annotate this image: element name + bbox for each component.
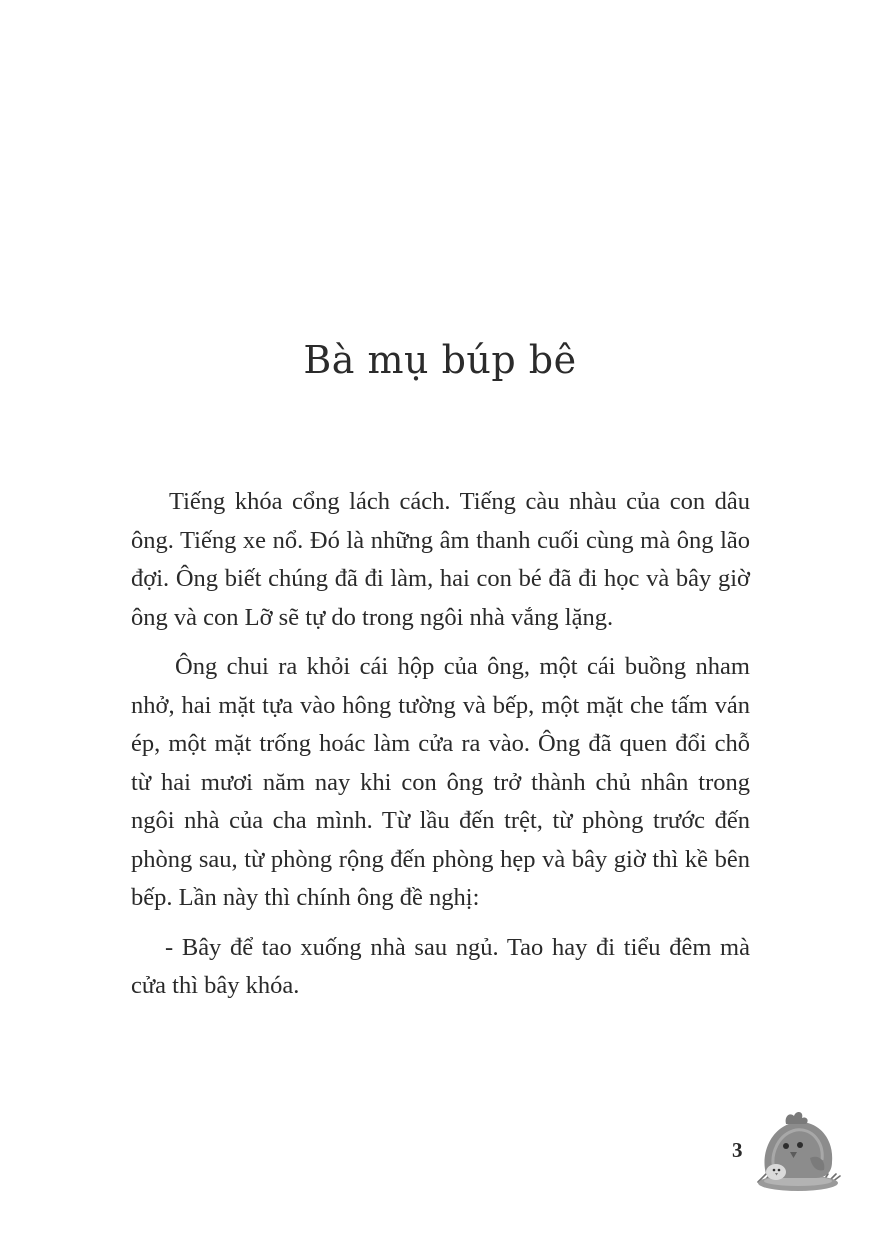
paragraph-1: Tiếng khóa cổng lách cách. Tiếng càu nhàu của con dâu ông. Tiếng xe nổ. Đó là những âm thanh cuối cùng mà ông lão đợi. Ông biết chúng đã đi làm, hai con bé đã đi học và bây giờ ông và con Lỡ sẽ tự do trong ngôi nhà vắng lặng. bbox=[131, 488, 750, 631]
paragraph-2: Ông chui ra khỏi cái hộp của ông, một cái buồng nham nhở, hai mặt tựa vào hông tường và bếp, một mặt che tấm ván ép, một mặt trống hoác làm cửa ra vào. Ông đã quen đổi chỗ từ hai mươi năm nay khi con ông trở thành chủ nhân trong ngôi nhà của cha mình. Từ lầu đến trệt, từ phòng trước đến phòng sau, từ phòng rộng đến phòng hẹp và bây giờ thì kề bên bếp. Lần này thì chính ông đề nghị: bbox=[131, 653, 750, 911]
page-number: 3 bbox=[732, 1138, 743, 1162]
paragraph-3: - Bây để tao xuống nhà sau ngủ. Tao hay đi tiểu đêm mà cửa thì bây khóa. bbox=[131, 933, 750, 999]
chapter-body bbox=[131, 483, 750, 1017]
chick-mascot-icon bbox=[752, 1108, 844, 1194]
chapter-title: Bà mụ búp bê bbox=[303, 338, 577, 382]
